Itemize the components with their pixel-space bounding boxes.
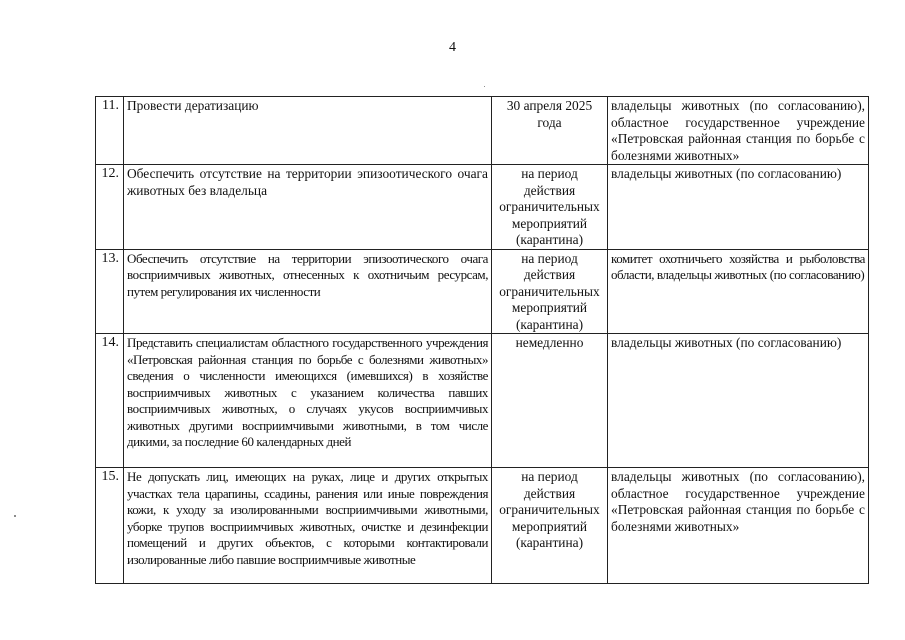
task-cell: Не допускать лиц, имеющих на руках, лице и других открытых участках тела царапины, ссадины, ранения или иные повреждения кожи, к уходу за изолированными восприимчивыми животными, уборке трупов восприимчивых животных, очистке и дезинфекции помещений и других объектов, с которыми контактировали изолированные либо павшие восприимчивые животные xyxy=(124,468,492,584)
responsible-cell: владельцы животных (по согласованию), областное государственное учреждение «Петровская районная станция по борьбе с болезнями животных» xyxy=(608,468,869,584)
measures-table xyxy=(95,96,869,584)
task-cell: Обеспечить отсутствие на территории эпизоотического очага восприимчивых животных, отнесенных к охотничьим ресурсам, путем регулирования их численности xyxy=(124,249,492,334)
table-row xyxy=(96,165,869,250)
term-cell: на период действия ограничительных мероприятий (карантина) xyxy=(492,249,608,334)
row-number: 14. xyxy=(96,334,124,468)
responsible-cell: владельцы животных (по согласованию), областное государственное учреждение «Петровская районная станция по борьбе с болезнями животных» xyxy=(608,97,869,165)
row-number: 11. xyxy=(96,97,124,165)
term-cell: 30 апреля 2025 года xyxy=(492,97,608,165)
scan-speck xyxy=(14,515,16,517)
page-number: 4 xyxy=(449,40,456,55)
task-cell: Обеспечить отсутствие на территории эпизоотического очага животных без владельца xyxy=(124,165,492,250)
table-row xyxy=(96,97,869,165)
task-cell: Провести дератизацию xyxy=(124,97,492,165)
responsible-cell: владельцы животных (по согласованию) xyxy=(608,334,869,468)
scan-speck xyxy=(484,86,485,87)
table-row xyxy=(96,249,869,334)
task-cell: Представить специалистам областного государственного учреждения «Петровская районная станция по борьбе с болезнями животных» сведения о численности имеющихся (имевшихся) в хозяйстве восприимчивых животных с указанием количества павших восприимчивых животных, о случаях укусов восприимчивых животных другими восприимчивыми животными, в том числе дикими, за последние 60 календарных дней xyxy=(124,334,492,468)
row-number: 15. xyxy=(96,468,124,584)
responsible-cell: владельцы животных (по согласованию) xyxy=(608,165,869,250)
term-cell: на период действия ограничительных мероприятий (карантина) xyxy=(492,468,608,584)
term-cell: немедленно xyxy=(492,334,608,468)
row-number: 12. xyxy=(96,165,124,250)
responsible-cell: комитет охотничьего хозяйства и рыболовства области, владельцы животных (по согласованию) xyxy=(608,249,869,334)
row-number: 13. xyxy=(96,249,124,334)
table-row xyxy=(96,334,869,468)
table-row xyxy=(96,468,869,584)
term-cell: на период действия ограничительных мероприятий (карантина) xyxy=(492,165,608,250)
